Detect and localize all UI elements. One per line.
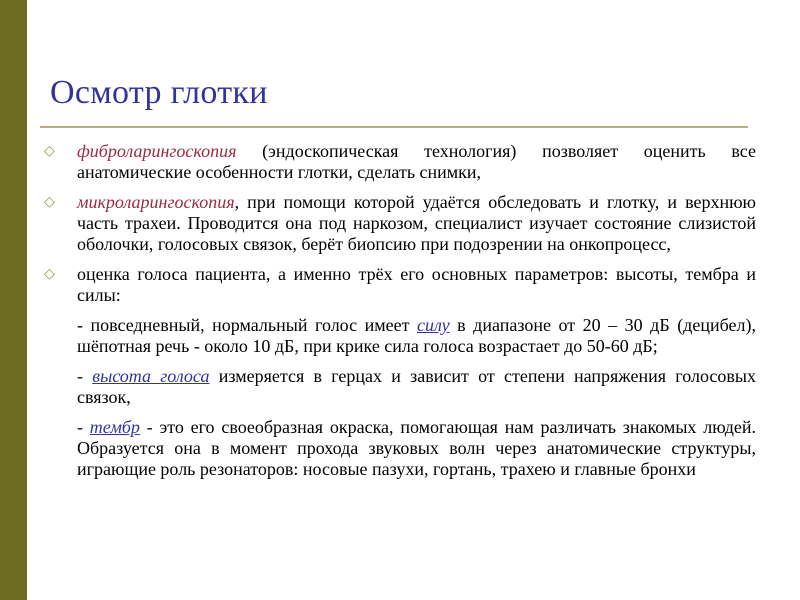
subitem-voice-timbre (44, 417, 756, 480)
subitem-prefix: - повседневный, нормальный голос имеет (77, 315, 418, 335)
slide-title: Осмотр глотки (50, 74, 268, 111)
subitem-voice-strength (44, 315, 756, 357)
bullet-fibrolaryngoscopy (44, 141, 756, 183)
bullet-text: , при помощи которой удаётся обследовать и глотку, и верхнюю часть трахеи. Проводится она под наркозом, специалист изучает состояние слизистой оболочки, голосовых связок, берёт биопсию при подозрении на онкопроцесс, (77, 192, 756, 254)
bullet-microlaryngoscopy (44, 192, 756, 255)
title-divider (40, 126, 748, 128)
subitem-text: измеряется в герцах и зависит от степени напряжения голосовых связок, (77, 366, 757, 407)
term-timbre: тембр (89, 417, 140, 437)
hollow-diamond-icon: ◇ (44, 266, 55, 282)
bullet-text: оценка голоса пациента, а именно трёх его основных параметров: высоты, тембра и силы: (77, 264, 756, 305)
subitem-text: в диапазоне от 20 – 30 дБ (децибел), шёпотная речь - около 10 дБ, при крике сила голоса возрастает до 50-60 дБ; (77, 315, 756, 356)
subitem-voice-pitch (44, 366, 756, 408)
subitem-prefix: - (77, 417, 90, 437)
term-microlaryngoscopy: микроларингоскопия (77, 192, 235, 212)
term-strength: силу (417, 315, 450, 335)
bullet-voice-assessment (44, 264, 756, 306)
bullet-text: (эндоскопическая технология) позволяет оценить все анатомические особенности глотки, сделать снимки, (77, 141, 756, 182)
term-fibrolaryngoscopy: фиброларингоскопия (77, 141, 237, 161)
hollow-diamond-icon: ◇ (44, 194, 55, 210)
subitem-text: - это его своеобразная окраска, помогающая нам различать знакомых людей. Образуется она в момент прохода звуковых волн через анатомические структуры, играющие роль резонаторов: носовые пазухи, гортань, трахею и главные бронхи (77, 417, 757, 479)
slide-body (44, 141, 756, 489)
term-pitch: высота голоса (92, 366, 210, 386)
subitem-prefix: - (77, 366, 93, 386)
hollow-diamond-icon: ◇ (44, 143, 55, 159)
slide-sidebar-accent (0, 0, 27, 600)
